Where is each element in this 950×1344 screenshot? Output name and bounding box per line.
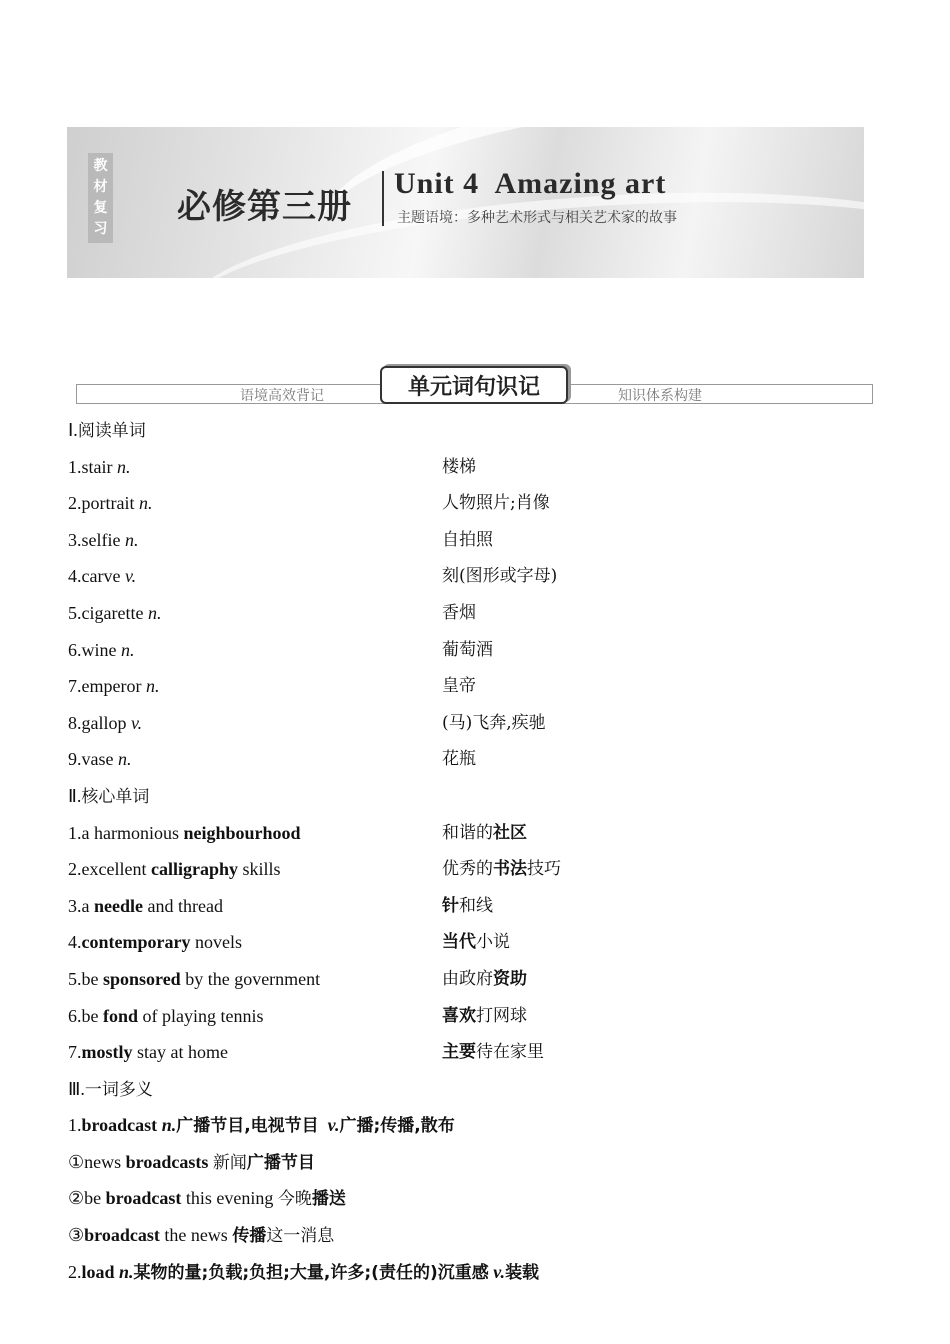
phrase-meaning: 喜欢打网球 xyxy=(442,1005,527,1026)
phrase-entry: 6.be fond of playing tennis xyxy=(68,1005,264,1026)
list-item xyxy=(68,741,888,778)
phrase-entry: 7.mostly stay at home xyxy=(68,1042,228,1063)
part3-roman: Ⅲ. xyxy=(68,1078,85,1099)
unit-subtitle: 主题语境：多种艺术形式与相关艺术家的故事 xyxy=(397,210,677,226)
title-divider xyxy=(382,171,384,226)
list-item xyxy=(68,924,888,961)
part1-heading xyxy=(68,412,888,449)
phrase-meaning: 和谐的社区 xyxy=(442,822,527,843)
phrase-entry: 2.excellent calligraphy skills xyxy=(68,859,281,880)
unit-title: Unit 4 Amazing art xyxy=(394,167,667,200)
section-left-label: 语境高效背记 xyxy=(240,388,324,404)
list-item xyxy=(68,558,888,595)
list-item xyxy=(68,449,888,486)
phrase-entry: 1.a harmonious neighbourhood xyxy=(68,822,301,843)
side-tab-textbook-review xyxy=(88,153,113,243)
list-item xyxy=(68,998,888,1035)
word-meaning: 香烟 xyxy=(442,602,476,623)
word-entry: 1.stair n. xyxy=(68,456,131,477)
example-phrase: ①news broadcasts 新闻广播节目 xyxy=(68,1151,315,1173)
phrase-entry: 5.be sponsored by the government xyxy=(68,968,321,989)
part2-heading xyxy=(68,778,888,815)
part1-heading-text: 阅读单词 xyxy=(77,421,146,441)
word-meaning: 刻(图形或字母) xyxy=(442,566,558,587)
list-item xyxy=(68,632,888,669)
section-badge: 单元词句识记 xyxy=(380,366,568,404)
word-meaning: 皇帝 xyxy=(442,676,476,697)
side-tab-char: 材 xyxy=(93,179,108,195)
unit-banner xyxy=(67,127,864,278)
word-meaning: 花瓶 xyxy=(442,749,476,770)
list-item xyxy=(68,522,888,559)
phrase-meaning: 针和线 xyxy=(442,895,493,916)
section-right-label: 知识体系构建 xyxy=(618,388,702,404)
part1-roman: Ⅰ. xyxy=(68,420,78,440)
polysemy-entry: 1.broadcast n.广播节目,电视节目 v.广播;传播,散布 xyxy=(68,1115,455,1137)
list-item xyxy=(68,595,888,632)
word-entry: 7.emperor n. xyxy=(68,676,160,697)
word-entry: 5.cigarette n. xyxy=(68,602,162,623)
list-item xyxy=(68,668,888,705)
word-meaning: 葡萄酒 xyxy=(442,639,493,660)
part3-heading-text: 一词多义 xyxy=(84,1079,153,1100)
word-meaning: 楼梯 xyxy=(442,456,476,477)
list-item xyxy=(68,815,888,852)
list-item xyxy=(68,485,888,522)
side-tab-char: 教 xyxy=(93,158,108,174)
example-phrase: ②be broadcast this evening 今晚播送 xyxy=(68,1188,346,1210)
phrase-meaning: 由政府资助 xyxy=(442,968,527,989)
list-item xyxy=(68,705,888,742)
word-entry: 8.gallop v. xyxy=(68,712,143,733)
list-item xyxy=(68,961,888,998)
list-item xyxy=(68,851,888,888)
side-tab-char: 习 xyxy=(93,221,108,237)
word-entry: 2.portrait n. xyxy=(68,493,153,514)
part2-roman: Ⅱ. xyxy=(68,785,82,806)
part2-heading-text: 核心单词 xyxy=(81,786,150,807)
side-tab-char: 复 xyxy=(93,200,108,216)
part3-heading xyxy=(68,1071,888,1108)
word-entry: 4.carve v. xyxy=(68,566,137,587)
vocabulary-content xyxy=(68,412,888,1290)
word-entry: 9.vase n. xyxy=(68,749,132,770)
phrase-entry: 3.a needle and thread xyxy=(68,895,223,916)
word-meaning: 人物照片;肖像 xyxy=(442,493,550,514)
word-entry: 6.wine n. xyxy=(68,639,135,660)
phrase-meaning: 当代小说 xyxy=(442,932,510,953)
word-meaning: 自拍照 xyxy=(442,529,493,550)
polysemy-entry: 2.load n.某物的量;负载;负担;大量,许多;(责任的)沉重感 v.装载 xyxy=(68,1261,540,1283)
word-meaning: (马)飞奔,疾驰 xyxy=(442,712,546,733)
phrase-entry: 4.contemporary novels xyxy=(68,932,242,953)
example-phrase: ③broadcast the news 传播这一消息 xyxy=(68,1225,335,1247)
list-item xyxy=(68,1034,888,1071)
word-entry: 3.selfie n. xyxy=(68,529,139,550)
phrase-meaning: 主要待在家里 xyxy=(442,1042,544,1063)
book-title: 必修第三册 xyxy=(177,187,352,227)
list-item xyxy=(68,888,888,925)
phrase-meaning: 优秀的书法技巧 xyxy=(442,859,561,880)
